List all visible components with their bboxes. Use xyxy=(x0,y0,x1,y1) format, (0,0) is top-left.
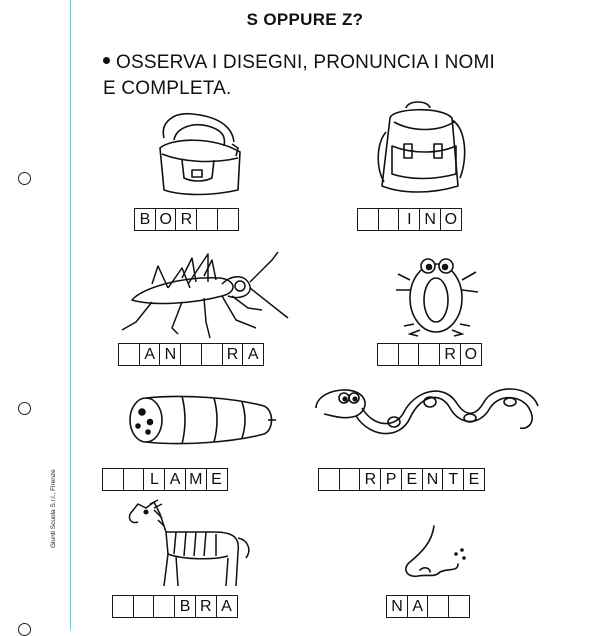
exercise-title: S OPPURE Z? xyxy=(246,10,364,29)
letter-box[interactable]: E xyxy=(401,468,423,491)
instruction-line-2: E COMPLETA. xyxy=(103,78,232,99)
letter-box[interactable] xyxy=(196,208,218,231)
letter-box[interactable]: R xyxy=(195,595,217,618)
letter-box[interactable] xyxy=(318,468,340,491)
letter-box[interactable] xyxy=(448,595,470,618)
letter-box[interactable]: R xyxy=(175,208,197,231)
letter-box[interactable]: A xyxy=(242,343,264,366)
bullet-icon xyxy=(103,57,110,64)
letter-box[interactable] xyxy=(339,468,361,491)
letter-box[interactable]: B xyxy=(174,595,196,618)
letter-box[interactable]: R xyxy=(222,343,244,366)
word-boxes-zanzara xyxy=(118,343,264,366)
word-boxes-borsa xyxy=(134,208,239,231)
word-boxes-salame xyxy=(102,468,228,491)
nose-icon xyxy=(398,522,472,582)
publisher-credit: Giunti Scuola S.r.l., Firenze xyxy=(50,469,57,548)
letter-box[interactable] xyxy=(133,595,155,618)
letter-box[interactable] xyxy=(377,343,399,366)
letter-box[interactable]: E xyxy=(463,468,485,491)
instruction-line-1: OSSERVA I DISEGNI, PRONUNCIA I NOMI xyxy=(116,52,495,73)
letter-box[interactable] xyxy=(102,468,124,491)
letter-box[interactable]: L xyxy=(143,468,165,491)
binder-hole xyxy=(18,402,31,415)
exercise-instruction xyxy=(103,50,543,102)
letter-box[interactable]: A xyxy=(139,343,161,366)
word-boxes-zebra xyxy=(112,595,238,618)
letter-box[interactable] xyxy=(357,208,379,231)
zebra-icon xyxy=(124,498,264,590)
letter-box[interactable]: M xyxy=(185,468,207,491)
letter-box[interactable]: N xyxy=(386,595,408,618)
zero-character-icon xyxy=(390,250,486,340)
letter-box[interactable] xyxy=(123,468,145,491)
word-boxes-serpente xyxy=(318,468,485,491)
letter-box[interactable] xyxy=(378,208,400,231)
letter-box[interactable] xyxy=(201,343,223,366)
letter-box[interactable]: O xyxy=(440,208,462,231)
letter-box[interactable]: E xyxy=(206,468,228,491)
mosquito-icon xyxy=(112,248,297,340)
word-boxes-zero xyxy=(377,343,482,366)
letter-box[interactable]: T xyxy=(442,468,464,491)
binder-hole xyxy=(18,172,31,185)
snake-icon xyxy=(310,378,542,450)
letter-box[interactable] xyxy=(427,595,449,618)
bag-icon xyxy=(152,108,248,200)
letter-box[interactable]: P xyxy=(380,468,402,491)
backpack-icon xyxy=(372,98,472,196)
word-boxes-naso xyxy=(386,595,470,618)
word-boxes-zaino xyxy=(357,208,462,231)
letter-box[interactable] xyxy=(112,595,134,618)
letter-box[interactable]: O xyxy=(155,208,177,231)
letter-box[interactable] xyxy=(398,343,420,366)
letter-box[interactable]: N xyxy=(422,468,444,491)
letter-box[interactable]: N xyxy=(159,343,181,366)
letter-box[interactable]: B xyxy=(134,208,156,231)
letter-box[interactable]: A xyxy=(216,595,238,618)
letter-box[interactable] xyxy=(418,343,440,366)
letter-box[interactable] xyxy=(118,343,140,366)
letter-box[interactable]: I xyxy=(398,208,420,231)
salami-icon xyxy=(124,392,276,448)
letter-box[interactable]: O xyxy=(460,343,482,366)
letter-box[interactable]: N xyxy=(419,208,441,231)
page-margin-line xyxy=(70,0,71,630)
letter-box[interactable] xyxy=(153,595,175,618)
letter-box[interactable]: A xyxy=(164,468,186,491)
letter-box[interactable] xyxy=(180,343,202,366)
letter-box[interactable]: R xyxy=(439,343,461,366)
letter-box[interactable] xyxy=(217,208,239,231)
letter-box[interactable]: A xyxy=(407,595,429,618)
letter-box[interactable]: R xyxy=(359,468,381,491)
